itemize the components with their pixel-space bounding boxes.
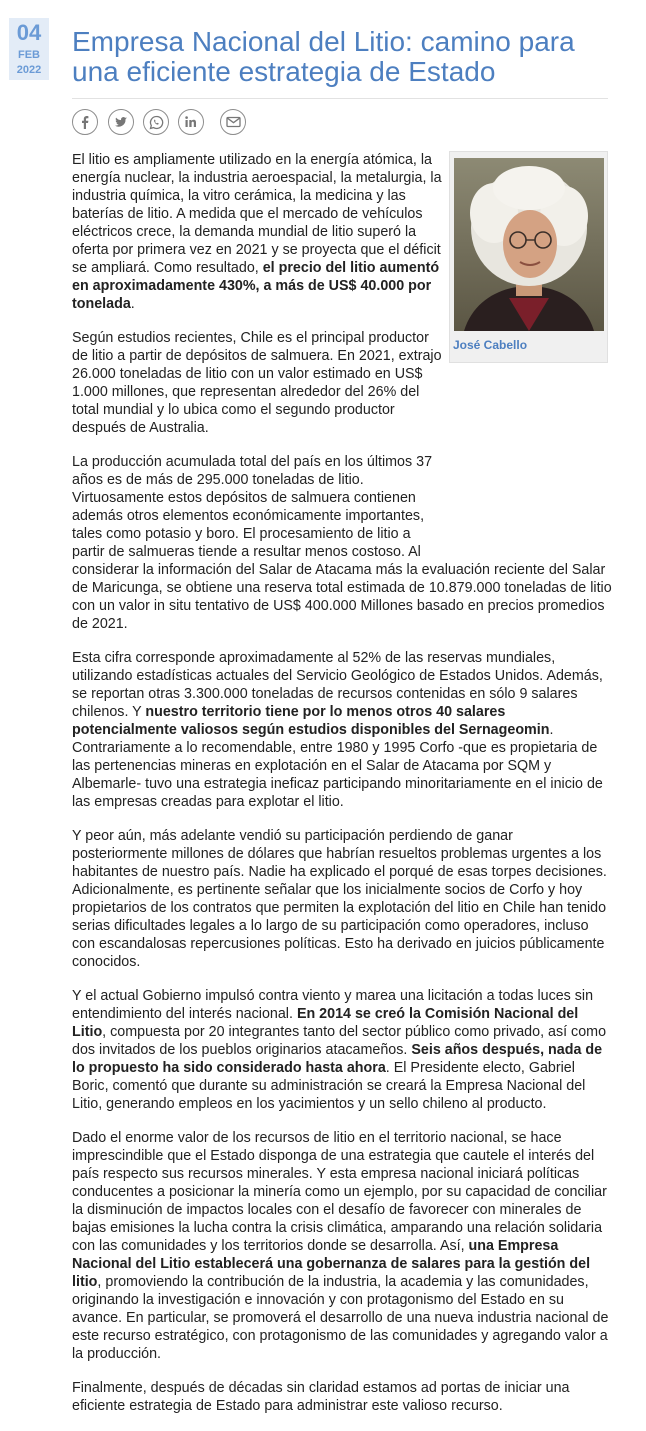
bold-text: nuestro territorio tiene por lo menos otros 40 salares potencialmente valiosos según estudios disponibles del Sernageomin [72,704,550,738]
date-day: 04 [16,20,42,45]
linkedin-share-button[interactable] [178,109,204,135]
paragraph-text: Y el actual Gobierno impulsó contra viento y marea una licitación a todas luces sin entendimiento del interés nacional. [72,988,594,1022]
article-paragraph [72,1379,612,1415]
article-body [72,151,612,1431]
photo-caption: José Cabello [453,338,528,352]
facebook-icon [78,115,92,129]
article-title: Empresa Nacional del Litio: camino para una eficiente estrategia de Estado [72,26,575,87]
paragraph-text: , compuesta por 20 integrantes tanto del sector público como privado, así como dos invitados de los pueblos originarios atacameños. [72,1024,607,1058]
paragraph-text: . Contrariamente a lo recomendable, entre 1980 y 1995 Corfo -que es propietaria de las pertenencias mineras en explotación en el Salar de Atacama por SQM y Albemarle- tuvo una estrategia ineficaz participando minoritariamente en el inicio de las empresas creadas para explotar el litio. [72,722,603,810]
bold-text: el precio del litio aumentó en aproximadamente 430%, a más de US$ 40.000 por tonelada [72,260,440,312]
paragraph-text: Según estudios recientes, Chile es el principal productor de litio a partir de depósitos de salmuera. En 2021, extrajo 26.000 toneladas de litio con un valor estimado en US$ 1.000 millones, que representan alrededor del 26% del total mundial y lo ubica como el segundo productor después de Australia. [72,330,442,436]
article-paragraph [72,1129,612,1363]
article-paragraph [72,987,612,1113]
paragraph-text: Finalmente, después de décadas sin claridad estamos ad portas de iniciar una eficiente estrategia de Estado para administrar este valioso recurso. [72,1380,570,1414]
twitter-share-button[interactable] [108,109,134,135]
title-divider [72,98,608,99]
whatsapp-share-button[interactable] [143,109,169,135]
paragraph-text: . [130,296,135,312]
date-month: FEB [18,49,40,61]
email-share-button[interactable] [220,109,246,135]
facebook-share-button[interactable] [72,109,98,135]
paragraph-text: El litio es ampliamente utilizado en la energía atómica, la energía nuclear, la industria aeroespacial, la metalurgia, la industria química, la vitro cerámica, la medicina y las baterías de litio. A medida que el mercado de vehículos eléctricos crece, la demanda mundial de litio superó la oferta por primera vez en 2021 y se proyecta que el déficit se ampliará. Como resultado, [72,152,442,276]
paragraph-text: . El Presidente electo, Gabriel Boric, comentó que durante su administración se creará la Empresa Nacional del Litio, generando empleos en los yacimientos y un sello chileno al producto. [72,1060,586,1112]
bold-text: una Empresa Nacional del Litio establecerá una gobernanza de salares para la gestión del litio [72,1238,591,1290]
paragraph-text: Esta cifra corresponde aproximadamente al 52% de las reservas mundiales, utilizando estadísticas actuales del Servicio Geológico de Estados Unidos. Además, se reportan otras 3.300.000 toneladas de recursos contenidas en sólo 9 salares chilenos. Y [72,650,603,720]
email-icon [226,116,241,128]
linkedin-icon [184,115,198,129]
paragraph-text: La producción acumulada total del país en los últimos 37 años es de más de 295.000 toneladas de litio. Virtuosamente estos depósitos de salmuera contienen además otros elementos económicamente importantes, tales como potasio y boro. El procesamiento de litio a partir de salmueras tiende a resultar menos costoso. Al considerar la información del Salar de Atacama más la evaluación reciente del Salar de Maricunga, se obtiene una reserva total estimada de 10.879.000 toneladas de litio con un valor in situ tentativo de US$ 400.000 Millones basado en precios promedios de 2021. [72,454,612,632]
bold-text: Seis años después, nada de lo propuesto ha sido considerado hasta ahora [72,1042,603,1076]
whatsapp-icon [149,115,164,130]
article-paragraph [72,649,612,811]
date-year: 2022 [16,64,42,76]
photo-float-spacer [447,151,612,551]
paragraph-text: , promoviendo la contribución de la industria, la academia y las comunidades, originando la investigación e innovación y con protagonismo del Estado en su avance. En particular, se promoverá el desarrollo de una nueva industria nacional de este recurso estratégico, con protagonismo de las comunidades y agregando valor a la producción. [72,1274,609,1362]
twitter-icon [114,115,128,129]
paragraph-text: Y peor aún, más adelante vendió su participación perdiendo de ganar posteriormente millones de dólares que habrían resueltos problemas urgentes a los habitantes de nuestro país. Nadie ha explicado el porqué de esas torpes decisiones. Adicionalmente, es pertinente señalar que los inicialmente socios de Corfo y hoy propietarios de los contratos que permiten la explotación del litio en Chile han tenido serias dificultades legales a lo largo de su participación como operadores, incluso con escandalosas repercusiones políticas. Esto ha derivado en juicios públicamente conocidos. [72,828,607,970]
paragraph-text: Dado el enorme valor de los recursos de litio en el territorio nacional, se hace imprescindible que el Estado disponga de una estrategia que cautele el interés del país respecto sus recursos minerales. Y esta empresa nacional iniciará políticas conducentes a posicionar la minería como un ejemplo, por su capacidad de conciliar la disminución de impactos locales con el desafío de favorecer con minerales de bajas emisiones la lucha contra la crisis climática, amparando una relación solidaria con las comunidades y los territorios donde se desarrolla. Así, [72,1130,607,1254]
article-paragraph [72,827,612,971]
bold-text: En 2014 se creó la Comisión Nacional del Litio [72,1006,579,1040]
date-badge [9,18,49,80]
